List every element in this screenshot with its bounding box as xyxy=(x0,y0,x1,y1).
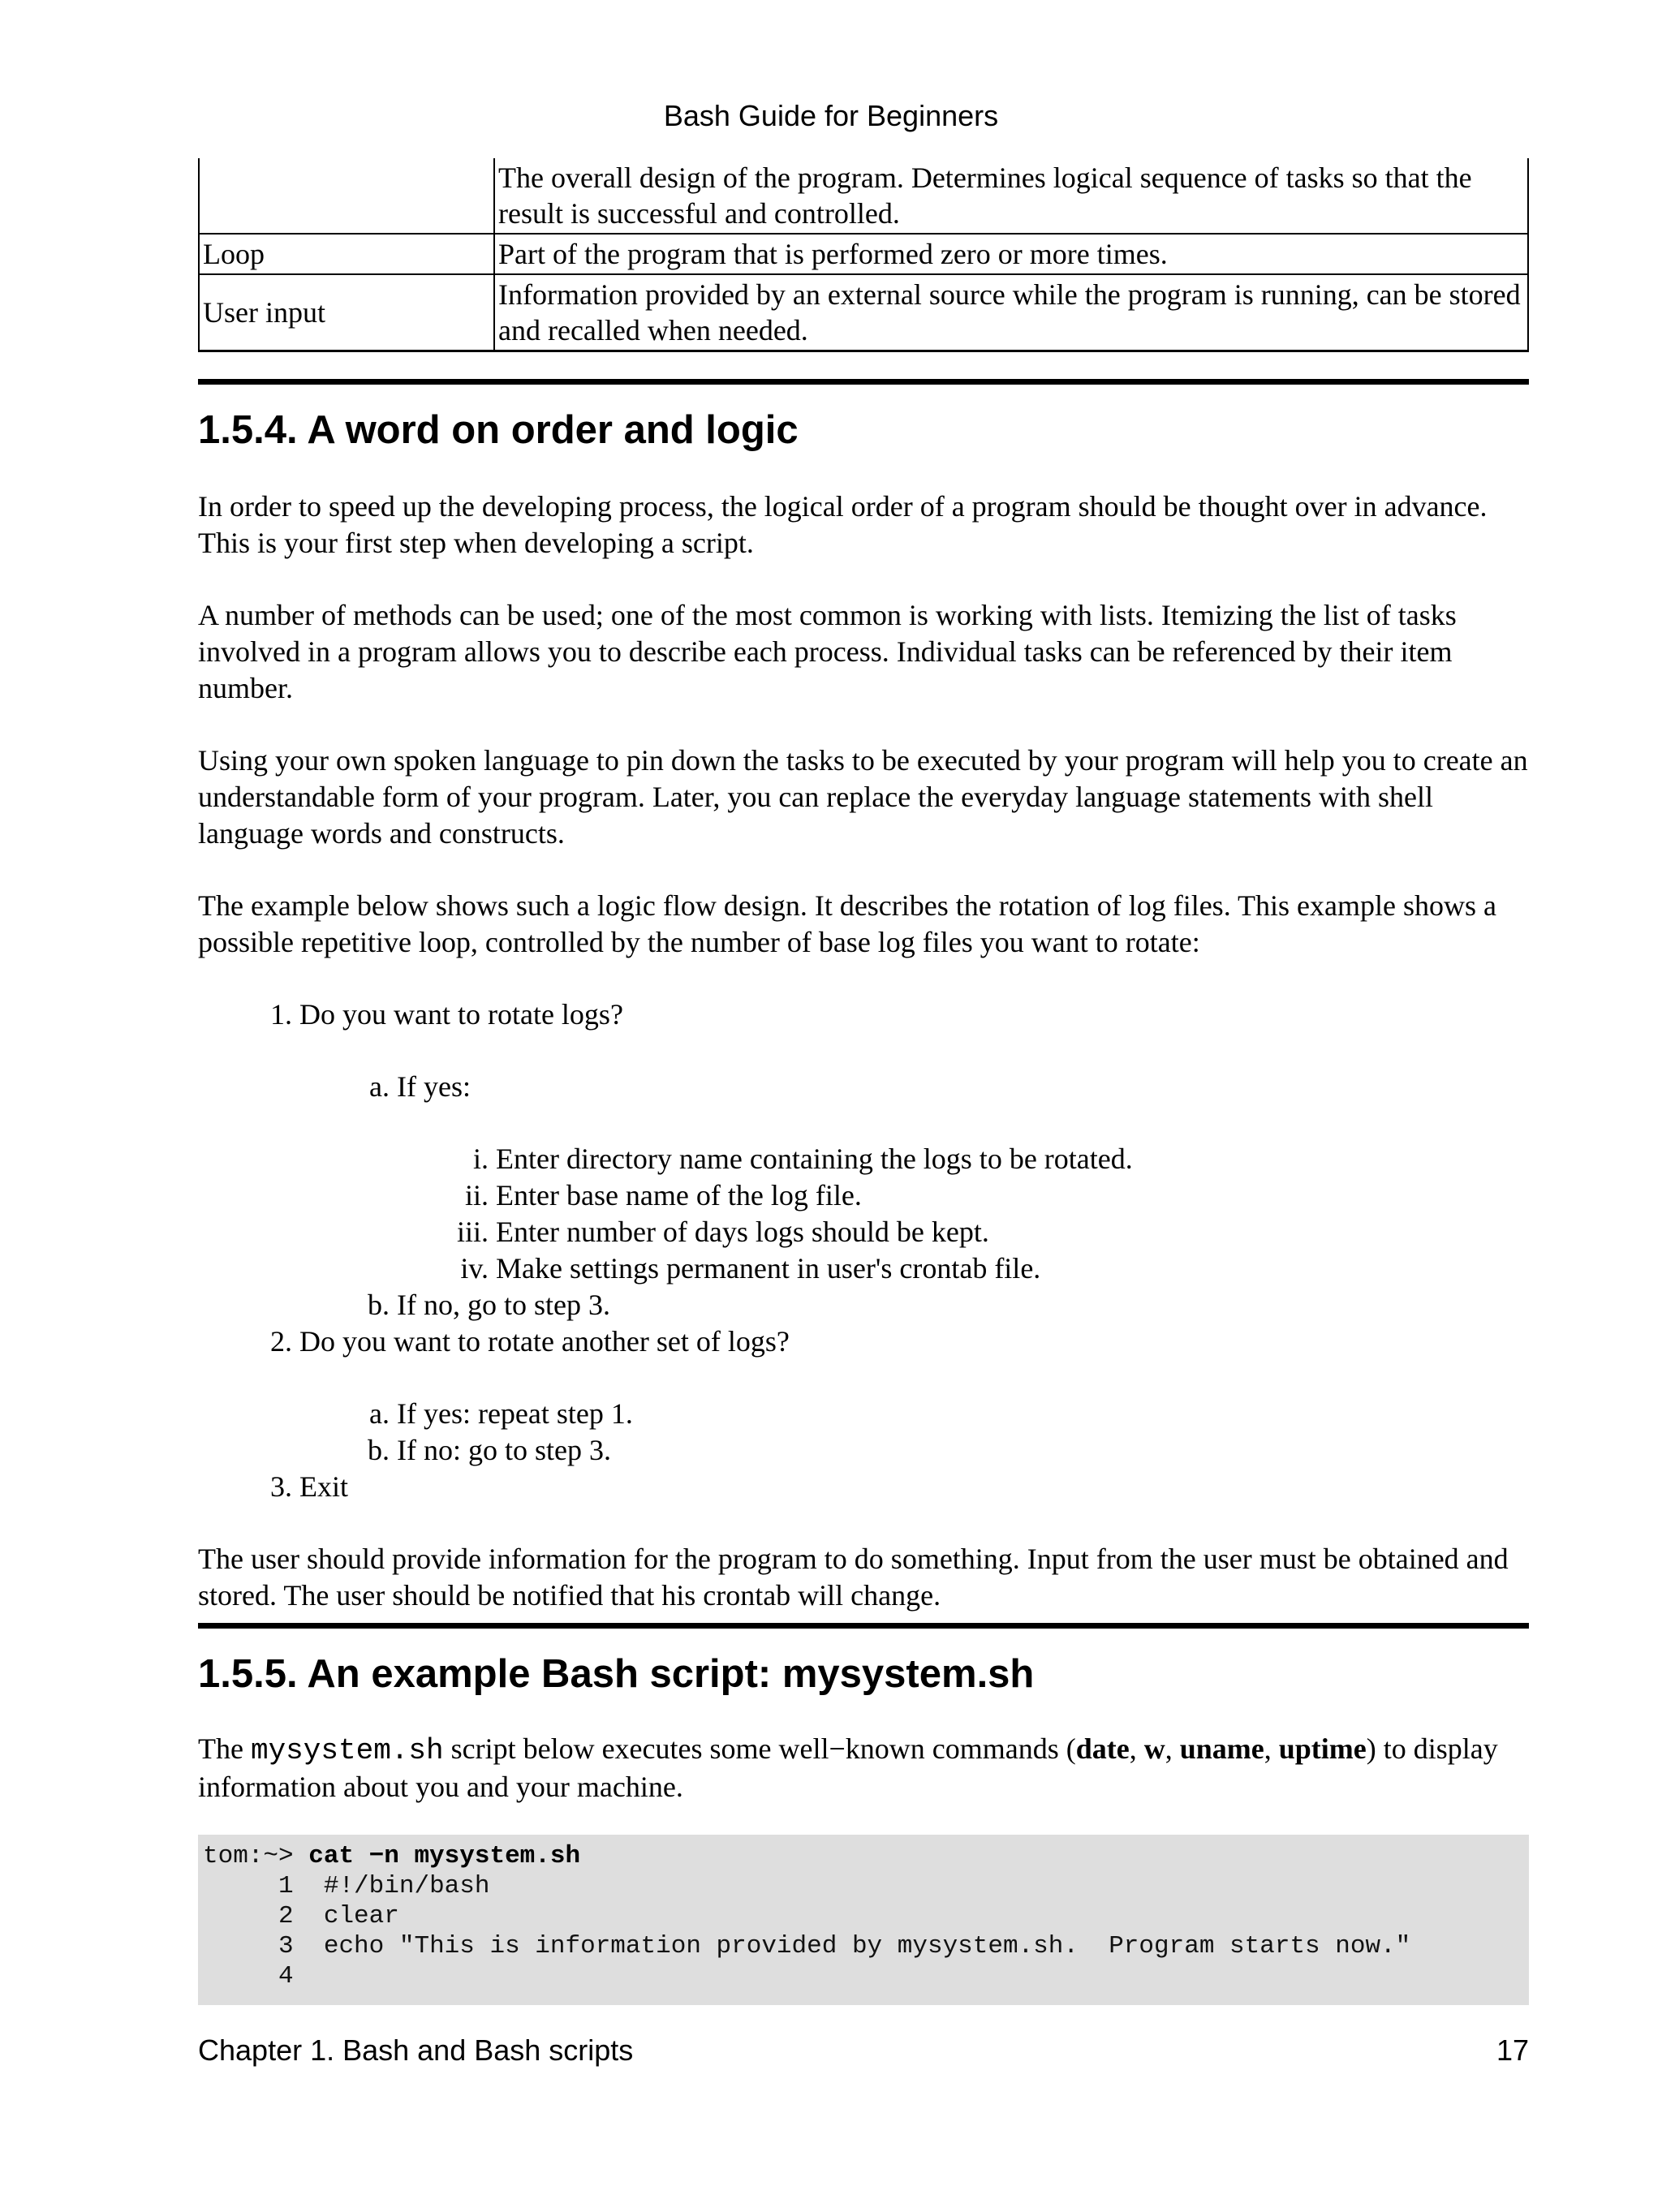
paragraph xyxy=(198,1731,1545,1805)
terms-table xyxy=(198,158,1529,352)
list-item xyxy=(422,1177,862,1214)
list-item-text: If yes: xyxy=(397,1070,471,1103)
list-item xyxy=(341,1432,611,1469)
command-name: uptime xyxy=(1278,1732,1367,1765)
page-number: 17 xyxy=(1496,2033,1529,2067)
definition-cell: Part of the program that is performed zero or more times. xyxy=(494,234,1528,274)
code-block xyxy=(198,1835,1529,2005)
list-marker: b. xyxy=(368,1434,390,1466)
section-heading: 1.5.5. An example Bash script: mysystem.sh xyxy=(198,1652,1035,1696)
line-number: 2 xyxy=(278,1902,294,1930)
list-item-text: If no, go to step 3. xyxy=(397,1289,610,1321)
list-marker: 1. xyxy=(270,998,292,1031)
list-marker: iv. xyxy=(460,1252,489,1285)
text-run: , xyxy=(1264,1732,1279,1765)
text-run: , xyxy=(1129,1732,1144,1765)
page-header: Bash Guide for Beginners xyxy=(663,99,999,132)
table-row xyxy=(199,234,1528,274)
command-name: date xyxy=(1075,1732,1130,1765)
text-run: script below executes some well−known commands ( xyxy=(443,1732,1076,1765)
section-heading: 1.5.4. A word on order and logic xyxy=(198,408,799,452)
list-item xyxy=(422,1250,1040,1287)
code-line: echo "This is information provided by mysystem.sh. Program starts now." xyxy=(323,1932,1411,1960)
text-run: , xyxy=(1165,1732,1180,1765)
term-cell xyxy=(199,158,494,234)
list-item-text: Enter directory name containing the logs to be rotated. xyxy=(496,1143,1133,1175)
list-item xyxy=(243,1469,348,1505)
list-item-text: Do you want to rotate logs? xyxy=(299,998,623,1031)
list-item-text: Do you want to rotate another set of logs? xyxy=(299,1325,790,1358)
list-item-text: If yes: repeat step 1. xyxy=(397,1397,633,1430)
command-name: w xyxy=(1143,1732,1165,1765)
line-number: 3 xyxy=(278,1932,294,1960)
list-marker: a. xyxy=(369,1397,390,1430)
term-cell: User input xyxy=(199,274,494,351)
line-number: 1 xyxy=(278,1872,294,1900)
list-marker: 3. xyxy=(270,1470,292,1503)
section-divider xyxy=(198,379,1529,385)
list-item xyxy=(341,1069,471,1105)
list-item xyxy=(243,1323,790,1360)
list-marker: i. xyxy=(472,1143,489,1175)
paragraph: In order to speed up the developing process, the logical order of a program should be thought over in advance. This is your first step when developing a script. xyxy=(198,490,1488,559)
definition-cell: The overall design of the program. Determines logical sequence of tasks so that the result is successful and controlled. xyxy=(494,158,1528,234)
list-item xyxy=(341,1287,610,1323)
list-item-text: Exit xyxy=(299,1470,348,1503)
table-row xyxy=(199,274,1528,351)
code-line: clear xyxy=(323,1902,399,1930)
list-marker: iii. xyxy=(456,1216,489,1248)
chapter-title: Chapter 1. Bash and Bash scripts xyxy=(198,2033,634,2067)
shell-command: cat −n mysystem.sh xyxy=(308,1842,581,1870)
list-item-text: Enter base name of the log file. xyxy=(496,1179,862,1211)
section-divider xyxy=(198,1623,1529,1629)
list-item xyxy=(341,1396,633,1432)
list-marker: ii. xyxy=(464,1179,489,1211)
list-item-text: Enter number of days logs should be kept. xyxy=(496,1216,989,1248)
definition-cell: Information provided by an external source while the program is running, can be stored and recalled when needed. xyxy=(494,274,1528,351)
command-name: uname xyxy=(1179,1732,1264,1765)
list-item xyxy=(243,996,623,1033)
shell-prompt: tom:~> xyxy=(203,1842,309,1870)
list-item-text: If no: go to step 3. xyxy=(397,1434,611,1466)
paragraph: The user should provide information for the program to do something. Input from the user must be obtained and stored. The user should be notified that his crontab will change. xyxy=(198,1543,1509,1612)
term-cell: Loop xyxy=(199,234,494,274)
text-run: ) to display information about you and your machine. xyxy=(198,1732,1498,1803)
filename: mysystem.sh xyxy=(250,1734,444,1767)
paragraph: The example below shows such a logic flow design. It describes the rotation of log files. This example shows a possible repetitive loop, controlled by the number of base log files you want to rotate: xyxy=(198,889,1496,958)
list-marker: a. xyxy=(369,1070,390,1103)
table-row xyxy=(199,158,1528,234)
line-number: 4 xyxy=(278,1962,294,1990)
list-item-text: Make settings permanent in user's crontab file. xyxy=(496,1252,1041,1285)
list-item xyxy=(422,1141,1133,1177)
paragraph: A number of methods can be used; one of the most common is working with lists. Itemizing the list of tasks involved in a program allows you to describe each process. Individual tasks can be referenced by their item number. xyxy=(198,599,1457,704)
paragraph: Using your own spoken language to pin down the tasks to be executed by your program will help you to create an understandable form of your program. Later, you can replace the everyday language statements with shell language words and constructs. xyxy=(198,744,1528,850)
text-run: The xyxy=(198,1732,251,1765)
list-marker: 2. xyxy=(270,1325,292,1358)
list-marker: b. xyxy=(368,1289,390,1321)
code-line: #!/bin/bash xyxy=(323,1872,490,1900)
list-item xyxy=(422,1214,989,1250)
page-footer xyxy=(198,2033,1529,2068)
